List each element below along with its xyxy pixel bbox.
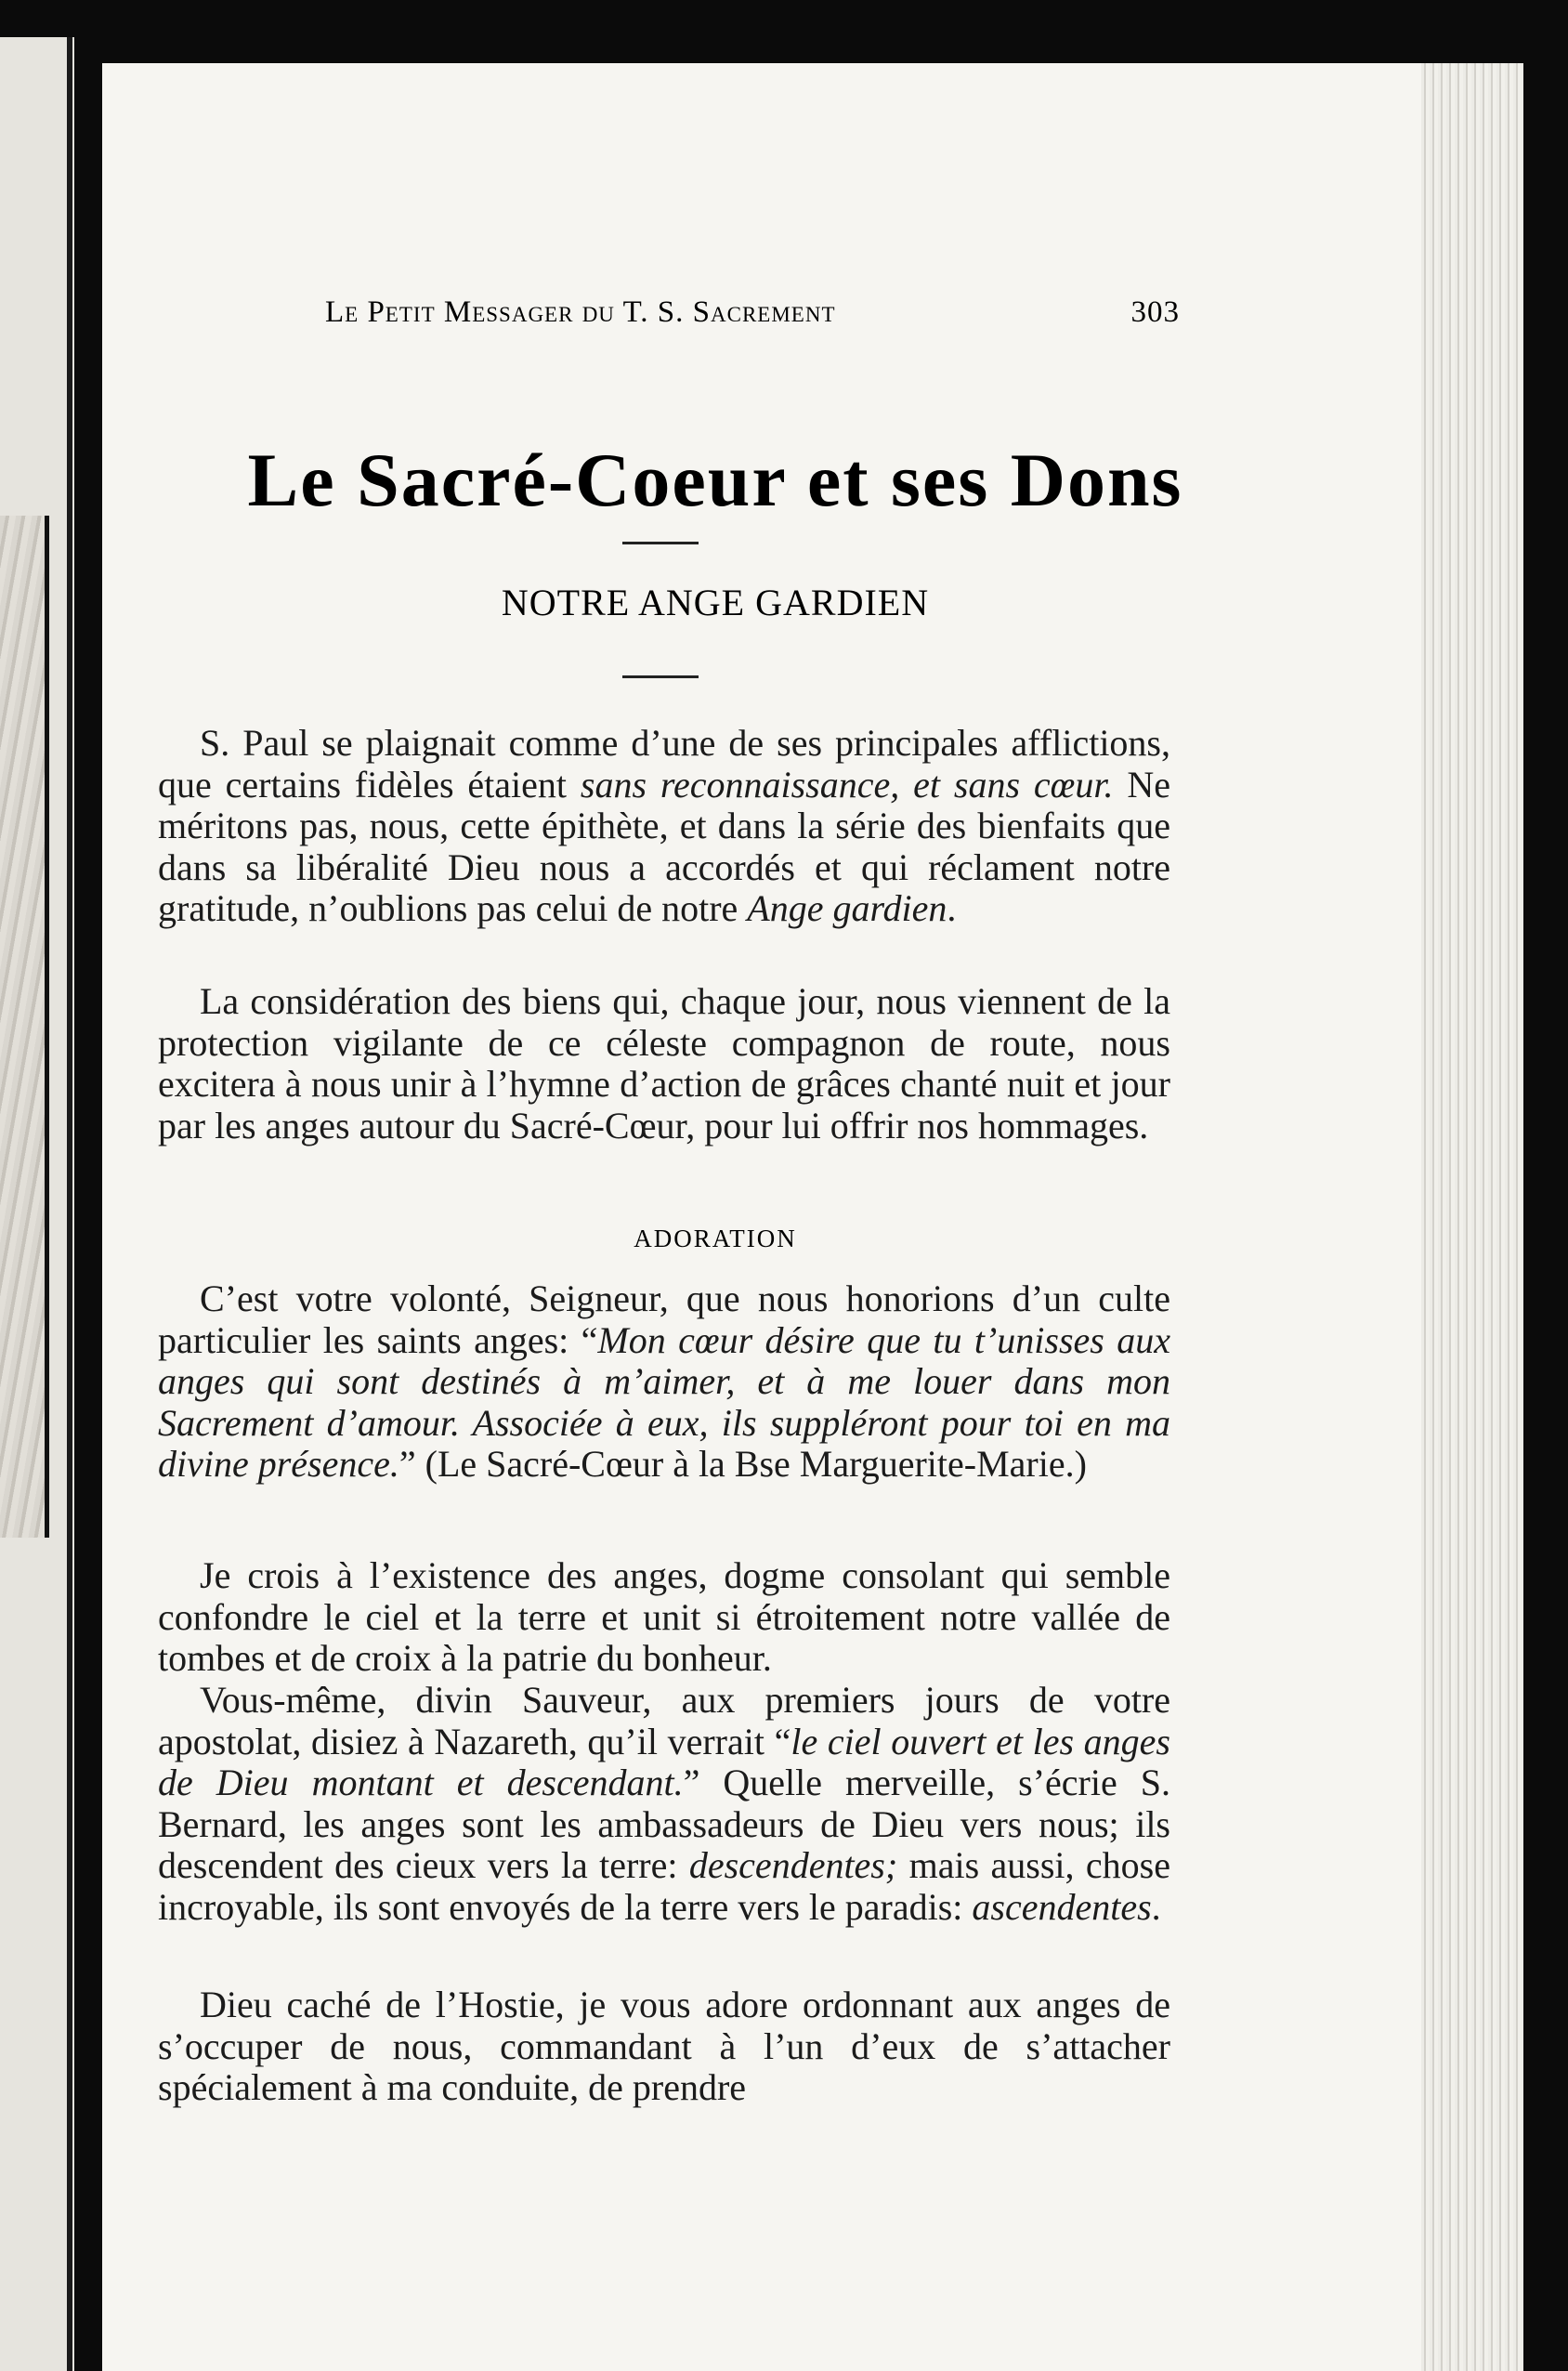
title-divider bbox=[622, 542, 699, 544]
paragraph-2: La considération des biens qui, chaque jour, nous viennent de la protection vigilante de ce céleste compagnon de route, nous excitera à nous unir à l’hymne d’action de grâces chanté nuit et jour par les anges autour du Sacré-Cœur, pour lui offrir nos hommages. bbox=[158, 980, 1170, 1146]
section-divider bbox=[622, 675, 699, 678]
page-stack-edge bbox=[1421, 63, 1523, 2371]
paragraph-5: Vous-même, divin Sauveur, aux premiers jours de votre apostolat, disiez à Nazareth, qu’il verrait “le ciel ouvert et les anges de Dieu montant et descendant.” Quelle merveille, s’écrie S. Bernard, les anges sont les ambassadeurs de Dieu vers nous; ils descendent des cieux vers la terre: descendentes; mais aussi, chose incroyable, ils sont envoyés de la terre vers le paradis: ascendentes. bbox=[158, 1679, 1170, 1928]
page-title: Le Sacré-Coeur et ses Dons bbox=[247, 438, 1183, 522]
page-number: 303 bbox=[1130, 295, 1180, 329]
page-gutter-rule bbox=[67, 37, 72, 2371]
facing-page-plate bbox=[0, 516, 49, 1538]
paragraph-4: Je crois à l’existence des anges, dogme consolant qui semble confondre le ciel et la terre et unit si étroitement notre vallée de tombes et de croix à la patrie du bonheur. bbox=[158, 1554, 1170, 1679]
running-header bbox=[325, 295, 1180, 337]
paragraph-3: C’est votre volonté, Seigneur, que nous honorions d’un culte particulier les saints anges: “Mon cœur désire que tu t’unisses aux anges qui sont destinés à m’aimer, et à me louer dans mon Sacrement d’amour. Associée à eux, ils suppléront pour toi en ma divine présence.” (Le Sacré-Cœur à la Bse Marguerite-Marie.) bbox=[158, 1277, 1170, 1485]
paragraph-1: S. Paul se plaignait comme d’une de ses principales afflictions, que certains fidèles étaient sans reconnaissance, et sans cœur. Ne méritons pas, nous, cette épithète, et dans la série des bienfaits que dans sa libéralité Dieu nous a accordés et qui réclament notre gratitude, n’oublions pas celui de notre Ange gardien. bbox=[158, 722, 1170, 929]
paragraph-6: Dieu caché de l’Hostie, je vous adore ordonnant aux anges de s’occuper de nous, commandant à l’un d’eux de s’attacher spécialement à ma conduite, de prendre bbox=[158, 1984, 1170, 2108]
running-title: Le Petit Messager du T. S. Sacrement bbox=[325, 295, 836, 329]
subheading-adoration: ADORATION bbox=[634, 1225, 797, 1252]
section-title: NOTRE ANGE GARDIEN bbox=[501, 582, 930, 623]
